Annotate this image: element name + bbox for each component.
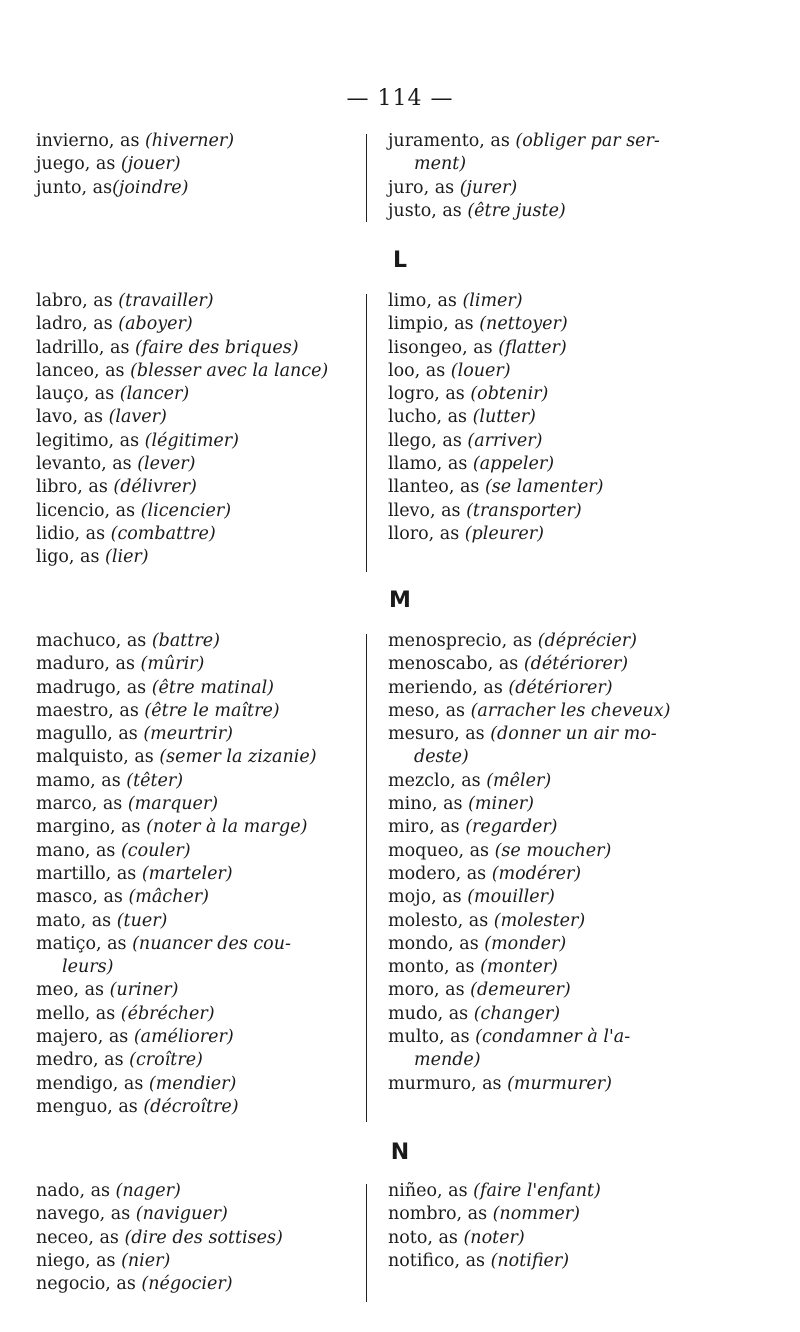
entry-word: mondo, as xyxy=(388,933,485,954)
entry-word: mendigo, as xyxy=(36,1073,149,1094)
entry-translation: (limer) xyxy=(462,291,523,311)
entry-translation: (arriver) xyxy=(467,430,543,451)
entry-translation: (nager) xyxy=(115,1181,181,1201)
entry-translation: (se moucher) xyxy=(494,840,612,861)
entry-translation: (se lamenter) xyxy=(484,477,604,498)
entry-word: magullo, as xyxy=(36,724,144,745)
dictionary-entry xyxy=(388,886,708,909)
dictionary-entry xyxy=(388,700,708,723)
entry-word: margino, as xyxy=(36,817,147,838)
entry-translation: (têter) xyxy=(126,770,184,791)
entry-translation: (naviguer) xyxy=(135,1204,228,1225)
entry-word: meriendo, as xyxy=(388,677,509,698)
entry-word: menguo, as xyxy=(36,1096,144,1117)
entry-translation: (molester) xyxy=(493,910,586,931)
entry-word: lucho, as xyxy=(388,407,473,428)
entry-translation: (mâcher) xyxy=(128,887,209,908)
entry-word: llevo, as xyxy=(388,500,467,521)
dictionary-entry xyxy=(36,723,354,746)
entry-translation: (détériorer) xyxy=(523,654,629,675)
entry-word: neceo, as xyxy=(36,1227,125,1248)
entry-word: logro, as xyxy=(388,384,471,405)
dictionary-entry xyxy=(36,886,354,909)
entry-word: masco, as xyxy=(36,887,129,908)
entry-translation-continued: leurs) xyxy=(62,957,114,978)
dictionary-entry xyxy=(388,383,708,406)
dictionary-entry xyxy=(388,1073,708,1096)
entry-translation: (demeurer) xyxy=(470,980,571,1001)
entry-continuation xyxy=(388,153,708,176)
dictionary-entry xyxy=(36,630,354,653)
dictionary-entry xyxy=(388,630,708,653)
entry-translation: (détériorer) xyxy=(508,677,613,698)
entry-translation: (jurer) xyxy=(459,177,518,198)
column-divider xyxy=(366,134,367,222)
entry-translation: (modérer) xyxy=(491,863,582,884)
entry-word: moro, as xyxy=(388,980,471,1001)
entry-word: martillo, as xyxy=(36,863,142,884)
entry-translation: (arracher les cheveux) xyxy=(470,700,671,721)
left-column xyxy=(36,630,354,1119)
entry-translation: (obtenir) xyxy=(470,384,549,405)
right-column xyxy=(388,630,708,1096)
entry-translation: (murmurer) xyxy=(507,1073,612,1094)
entry-translation: (aboyer) xyxy=(118,314,193,335)
entry-word: medro, as xyxy=(36,1050,130,1071)
entry-translation: (marquer) xyxy=(127,794,219,815)
entry-word: limpio, as xyxy=(388,314,480,335)
entry-word: noto, as xyxy=(388,1227,464,1248)
dictionary-entry xyxy=(388,1180,708,1203)
entry-translation: (semer la zizanie) xyxy=(159,747,317,768)
dictionary-entry xyxy=(388,1026,708,1049)
dictionary-entry xyxy=(388,406,708,429)
entry-word: maduro, as xyxy=(36,654,141,675)
entry-word: nado, as xyxy=(36,1181,116,1201)
section-letter-m: M xyxy=(389,588,411,613)
right-column xyxy=(388,290,708,546)
entry-word: modero, as xyxy=(388,863,492,884)
entry-translation: (uriner) xyxy=(109,980,179,1001)
dictionary-entry xyxy=(36,1003,354,1026)
dictionary-entry xyxy=(36,476,354,499)
entry-word: madrugo, as xyxy=(36,677,152,698)
dictionary-entry xyxy=(36,1227,354,1250)
entry-translation: (joindre) xyxy=(112,177,189,198)
entry-translation: (noter à la marge) xyxy=(146,817,308,838)
entry-translation: (faire des briques) xyxy=(135,337,299,358)
dictionary-entry xyxy=(388,337,708,360)
entry-translation-continued: ment) xyxy=(414,154,467,175)
entry-translation: (changer) xyxy=(473,1003,561,1024)
entry-word: labro, as xyxy=(36,291,119,311)
entry-word: majero, as xyxy=(36,1027,134,1048)
entry-word: limo, as xyxy=(388,291,463,311)
entry-translation: (monter) xyxy=(480,957,558,978)
entry-translation: (améliorer) xyxy=(133,1027,234,1048)
dictionary-entry xyxy=(36,130,354,153)
entry-translation: (légitimer) xyxy=(144,430,239,451)
entry-translation: (lutter) xyxy=(472,407,536,428)
dictionary-entry xyxy=(388,723,708,746)
entry-word: junto, as xyxy=(36,177,113,198)
dictionary-entry xyxy=(36,746,354,769)
entry-translation: (blesser avec la lance) xyxy=(130,360,329,381)
entry-translation: (laver) xyxy=(108,407,167,428)
entry-translation: (mendier) xyxy=(148,1073,237,1094)
entry-translation: (hiverner) xyxy=(144,131,235,151)
entry-word: licencio, as xyxy=(36,500,141,521)
entry-translation: (lancer) xyxy=(119,384,190,405)
dictionary-entry xyxy=(388,840,708,863)
entry-translation: (licencier) xyxy=(140,500,232,521)
entry-translation: (mouiller) xyxy=(467,887,555,908)
dictionary-entry xyxy=(388,200,708,223)
dictionary-entry xyxy=(388,500,708,523)
entry-word: mello, as xyxy=(36,1003,121,1024)
entry-word: mesuro, as xyxy=(388,724,491,745)
entry-translation: (appeler) xyxy=(472,454,555,475)
entry-word: miro, as xyxy=(388,817,466,838)
dictionary-entry xyxy=(36,430,354,453)
entry-translation: (croître) xyxy=(129,1050,203,1071)
dictionary-entry xyxy=(36,290,354,313)
entry-translation: (dire des sottises) xyxy=(124,1227,283,1248)
entry-translation: (délivrer) xyxy=(113,477,197,498)
left-column xyxy=(36,1180,354,1296)
dictionary-entry xyxy=(36,546,354,569)
dictionary-entry xyxy=(388,933,708,956)
entry-word: niñeo, as xyxy=(388,1181,474,1201)
dictionary-entry xyxy=(388,453,708,476)
entry-translation: (décroître) xyxy=(143,1096,239,1117)
right-column xyxy=(388,1180,708,1273)
dictionary-entry xyxy=(388,523,708,546)
entry-continuation xyxy=(388,746,708,769)
left-column xyxy=(36,290,354,570)
entry-word: monto, as xyxy=(388,957,481,978)
dictionary-entry xyxy=(388,653,708,676)
dictionary-entry xyxy=(388,1203,708,1226)
dictionary-entry xyxy=(36,840,354,863)
dictionary-entry xyxy=(388,290,708,313)
page-number: — 114 — xyxy=(346,86,454,111)
entry-word: lloro, as xyxy=(388,523,465,544)
entry-word: levanto, as xyxy=(36,454,138,475)
entry-translation-continued: mende) xyxy=(414,1050,481,1071)
entry-translation: (déprécier) xyxy=(537,631,637,651)
entry-word: meo, as xyxy=(36,980,110,1001)
right-column xyxy=(388,130,708,223)
dictionary-entry xyxy=(36,910,354,933)
dictionary-entry xyxy=(388,863,708,886)
entry-translation: (lever) xyxy=(137,454,196,475)
dictionary-entry xyxy=(36,816,354,839)
dictionary-entry xyxy=(36,1250,354,1273)
entry-word: llamo, as xyxy=(388,454,473,475)
entry-translation: (être le maître) xyxy=(144,700,280,721)
entry-word: lisongeo, as xyxy=(388,337,499,358)
entry-word: matiço, as xyxy=(36,933,133,954)
column-divider xyxy=(366,1184,367,1302)
entry-continuation xyxy=(388,1049,708,1072)
entry-word: llego, as xyxy=(388,430,468,451)
dictionary-entry xyxy=(36,1096,354,1119)
entry-word: mezclo, as xyxy=(388,770,487,791)
dictionary-entry xyxy=(36,523,354,546)
entry-translation: (tuer) xyxy=(116,910,168,931)
dictionary-entry xyxy=(36,177,354,200)
entry-word: menoscabo, as xyxy=(388,654,524,675)
entry-translation: (louer) xyxy=(450,360,511,381)
entry-translation: (être juste) xyxy=(467,200,566,221)
dictionary-entry xyxy=(36,453,354,476)
entry-word: ladrillo, as xyxy=(36,337,136,358)
entry-translation: (nuancer des cou- xyxy=(132,933,291,954)
left-column xyxy=(36,130,354,200)
dictionary-entry xyxy=(36,313,354,336)
entry-word: mato, as xyxy=(36,910,117,931)
dictionary-entry xyxy=(36,337,354,360)
dictionary-entry xyxy=(36,1049,354,1072)
entry-word: negocio, as xyxy=(36,1274,142,1295)
dictionary-entry xyxy=(388,1250,708,1273)
dictionary-entry xyxy=(36,500,354,523)
entry-translation: (regarder) xyxy=(465,817,558,838)
dictionary-entry xyxy=(388,910,708,933)
entry-word: menosprecio, as xyxy=(388,631,538,651)
entry-translation: (mêler) xyxy=(486,770,552,791)
entry-word: invierno, as xyxy=(36,131,145,151)
section-letter-n: N xyxy=(390,1140,410,1165)
entry-translation: (jouer) xyxy=(120,154,181,175)
dictionary-entry xyxy=(36,793,354,816)
entry-word: juego, as xyxy=(36,154,121,175)
entry-translation: (mûrir) xyxy=(140,654,205,675)
entry-translation: (notifier) xyxy=(490,1250,570,1271)
dictionary-entry xyxy=(36,653,354,676)
dictionary-entry xyxy=(36,979,354,1002)
dictionary-entry xyxy=(388,430,708,453)
section-letter-l: L xyxy=(392,248,408,273)
entry-word: navego, as xyxy=(36,1204,136,1225)
entry-word: llanteo, as xyxy=(388,477,485,498)
entry-translation: (obliger par ser- xyxy=(515,131,660,151)
entry-translation-continued: deste) xyxy=(414,747,469,768)
entry-continuation xyxy=(36,956,354,979)
dictionary-entry xyxy=(36,1273,354,1296)
entry-translation: (combattre) xyxy=(110,523,216,544)
column-divider xyxy=(366,294,367,572)
entry-word: meso, as xyxy=(388,700,471,721)
entry-word: libro, as xyxy=(36,477,114,498)
entry-translation: (condamner à l'a- xyxy=(475,1027,631,1048)
entry-word: notifico, as xyxy=(388,1250,491,1271)
entry-word: justo, as xyxy=(388,200,468,221)
entry-word: mamo, as xyxy=(36,770,127,791)
entry-word: lavo, as xyxy=(36,407,109,428)
dictionary-entry xyxy=(388,177,708,200)
entry-translation: (battre) xyxy=(151,631,220,651)
entry-word: niego, as xyxy=(36,1250,122,1271)
entry-translation: (lier) xyxy=(105,547,149,568)
entry-word: mano, as xyxy=(36,840,121,861)
dictionary-entry xyxy=(36,863,354,886)
dictionary-entry xyxy=(36,406,354,429)
entry-translation: (miner) xyxy=(468,794,534,815)
entry-word: loo, as xyxy=(388,360,451,381)
entry-word: juramento, as xyxy=(388,131,516,151)
entry-word: maestro, as xyxy=(36,700,145,721)
dictionary-entry xyxy=(388,770,708,793)
entry-word: molesto, as xyxy=(388,910,494,931)
entry-translation: (transporter) xyxy=(466,500,582,521)
dictionary-entry xyxy=(388,1003,708,1026)
entry-word: machuco, as xyxy=(36,631,152,651)
dictionary-entry xyxy=(36,933,354,956)
dictionary-entry xyxy=(388,360,708,383)
entry-word: murmuro, as xyxy=(388,1073,508,1094)
entry-translation: (noter) xyxy=(463,1227,525,1248)
dictionary-entry xyxy=(36,677,354,700)
dictionary-entry xyxy=(388,979,708,1002)
dictionary-entry xyxy=(36,770,354,793)
dictionary-entry xyxy=(36,383,354,406)
entry-translation: (faire l'enfant) xyxy=(473,1181,601,1201)
dictionary-entry xyxy=(36,153,354,176)
dictionary-entry xyxy=(388,793,708,816)
dictionary-entry xyxy=(36,1073,354,1096)
entry-word: marco, as xyxy=(36,794,128,815)
entry-word: multo, as xyxy=(388,1027,476,1048)
dictionary-entry xyxy=(36,1026,354,1049)
entry-word: mino, as xyxy=(388,794,469,815)
entry-word: juro, as xyxy=(388,177,460,198)
entry-translation: (ébrécher) xyxy=(120,1003,215,1024)
entry-word: moqueo, as xyxy=(388,840,495,861)
entry-word: mojo, as xyxy=(388,887,468,908)
entry-word: malquisto, as xyxy=(36,747,160,768)
entry-translation: (marteler) xyxy=(141,863,233,884)
entry-translation: (nettoyer) xyxy=(479,314,568,335)
entry-translation: (être matinal) xyxy=(151,677,275,698)
dictionary-entry xyxy=(36,1180,354,1203)
entry-word: lidio, as xyxy=(36,523,111,544)
entry-word: lanceo, as xyxy=(36,360,131,381)
dictionary-entry xyxy=(36,1203,354,1226)
entry-word: lauço, as xyxy=(36,384,120,405)
dictionary-entry xyxy=(388,476,708,499)
entry-word: mudo, as xyxy=(388,1003,474,1024)
entry-translation: (meurtrir) xyxy=(143,724,233,745)
entry-translation: (monder) xyxy=(484,933,567,954)
entry-word: ladro, as xyxy=(36,314,119,335)
entry-translation: (négocier) xyxy=(141,1274,233,1295)
dictionary-entry xyxy=(36,360,354,383)
entry-translation: (travailler) xyxy=(118,291,214,311)
dictionary-entry xyxy=(388,677,708,700)
dictionary-entry xyxy=(388,956,708,979)
entry-translation: (donner un air mo- xyxy=(490,724,657,745)
dictionary-entry xyxy=(388,816,708,839)
entry-word: legitimo, as xyxy=(36,430,145,451)
dictionary-entry xyxy=(388,313,708,336)
entry-translation: (nier) xyxy=(121,1250,171,1271)
entry-translation: (flatter) xyxy=(498,337,567,358)
dictionary-entry xyxy=(388,130,708,153)
entry-translation: (nommer) xyxy=(492,1204,580,1225)
dictionary-entry xyxy=(36,700,354,723)
dictionary-entry xyxy=(388,1227,708,1250)
entry-translation: (couler) xyxy=(120,840,191,861)
entry-translation: (pleurer) xyxy=(464,523,544,544)
entry-word: ligo, as xyxy=(36,547,106,568)
column-divider xyxy=(366,634,367,1122)
entry-word: nombro, as xyxy=(388,1204,493,1225)
